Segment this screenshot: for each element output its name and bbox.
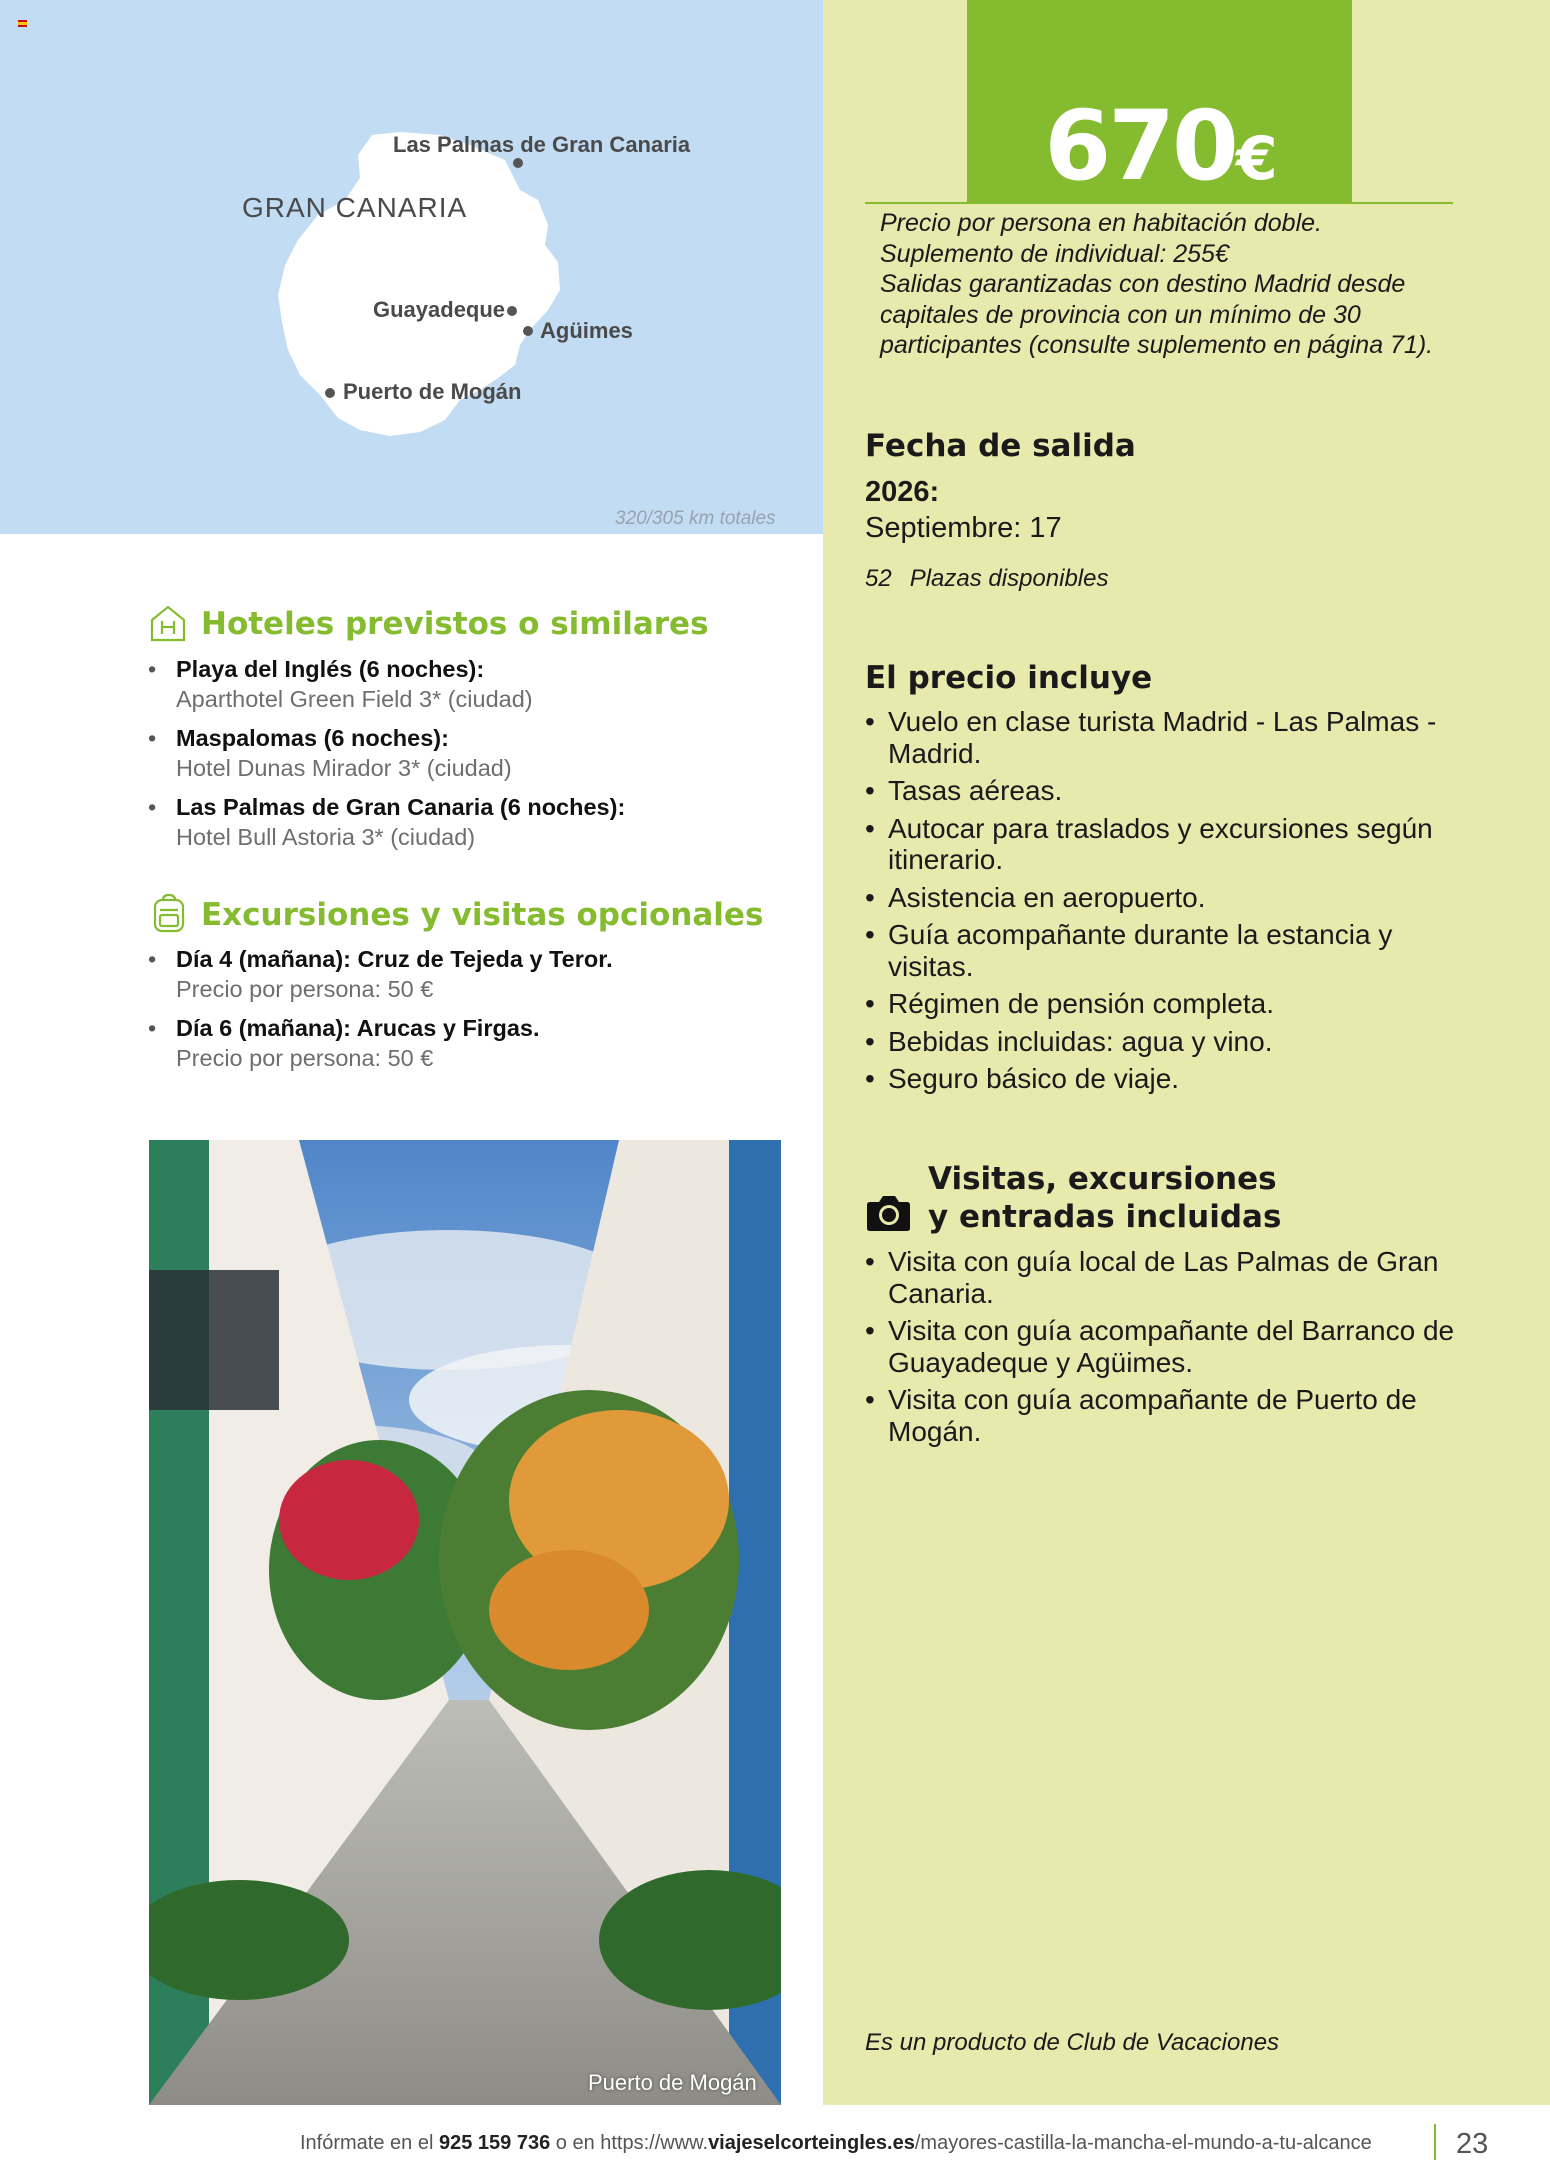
price-notes <box>880 208 1450 361</box>
list-item: • Bebidas incluidas: agua y vino. <box>865 1026 1465 1058</box>
list-item <box>148 1013 768 1073</box>
visits-title-line: y entradas incluidas <box>928 1199 1282 1235</box>
optional-excursions-title: Excursiones y visitas opcionales <box>201 897 764 933</box>
map-title: GRAN CANARIA <box>242 192 468 223</box>
list-item: • Vuelo en clase turista Madrid - Las Palmas - Madrid. <box>865 706 1465 769</box>
seats-count: 52 <box>865 565 892 592</box>
hotel-place: • Las Palmas de Gran Canaria (6 noches): <box>176 794 626 820</box>
map-dot-las-palmas <box>513 158 523 168</box>
footer-contact: Infórmate en el 925 159 736 o en https://www.viajeselcorteingles.es/mayores-castilla-la-mancha-el-mundo-a-tu-alcance <box>300 2132 1372 2154</box>
product-note: Es un producto de Club de Vacaciones <box>865 2029 1280 2056</box>
photo-caption: Puerto de Mogán <box>588 2070 757 2095</box>
hotel-name: Hotel Dunas Mirador 3* (ciudad) <box>176 755 512 781</box>
price-note: capitales de provincia con un mínimo de 30 <box>880 300 1361 329</box>
street-photo <box>149 1140 781 2105</box>
island-shape <box>0 0 823 534</box>
price-currency: € <box>1235 124 1275 194</box>
hotel-name: Hotel Bull Astoria 3* (ciudad) <box>176 824 476 850</box>
list-item: • Seguro básico de viaje. <box>865 1063 1465 1095</box>
excursion-price: Precio por persona: 50 € <box>176 976 434 1002</box>
list-item <box>148 723 768 783</box>
list-item: • Visita con guía acompañante del Barranco de Guayadeque y Agüimes. <box>865 1315 1505 1378</box>
hotel-name: Aparthotel Green Field 3* (ciudad) <box>176 686 533 712</box>
footer-divider <box>1434 2124 1436 2160</box>
list-item: • Guía acompañante durante la estancia y visitas. <box>865 919 1465 982</box>
map-dot-guayadeque <box>507 306 517 316</box>
departure-date: Septiembre: 17 <box>865 512 1062 544</box>
map-label-puerto-mogan: Puerto de Mogán <box>343 379 522 404</box>
list-item: • Autocar para traslados y excursiones según itinerario. <box>865 813 1465 876</box>
footer-domain: viajeselcorteingles.es <box>708 2132 915 2154</box>
includes-title: El precio incluye <box>865 660 1153 696</box>
list-item: • Asistencia en aeropuerto. <box>865 882 1465 914</box>
list-item <box>148 944 768 1004</box>
list-item <box>148 654 768 714</box>
visits-title-line: Visitas, excursiones <box>928 1161 1277 1197</box>
list-item: • Visita con guía local de Las Palmas de Gran Canaria. <box>865 1246 1505 1309</box>
hotel-place: • Playa del Inglés (6 noches): <box>176 656 485 682</box>
hotels-title: Hoteles previstos o similares <box>201 606 709 642</box>
map-label-las-palmas: Las Palmas de Gran Canaria <box>393 132 691 157</box>
list-item: • Tasas aéreas. <box>865 775 1465 807</box>
seats-available <box>865 565 1109 593</box>
footer-phone: 925 159 736 <box>438 2132 551 2154</box>
price-note: Salidas garantizadas con destino Madrid desde <box>880 270 1406 298</box>
map-label-aguimes: Agüimes <box>540 318 633 343</box>
optional-excursions-list <box>148 944 768 1082</box>
backpack-icon <box>152 893 186 933</box>
flag-icon <box>18 20 27 27</box>
price-note: participantes (consulte suplemento en página 71). <box>880 331 1434 359</box>
list-item: • Régimen de pensión completa. <box>865 988 1465 1020</box>
route-map <box>0 0 823 534</box>
excursion-name: • Día 6 (mañana): Arucas y Firgas. <box>176 1015 540 1041</box>
departure-year: 2026: <box>865 476 940 508</box>
page-number: 23 <box>1456 2128 1489 2160</box>
map-label-guayadeque: Guayadeque <box>373 297 506 322</box>
hotel-place: • Maspalomas (6 noches): <box>176 725 449 751</box>
excursion-price: Precio por persona: 50 € <box>176 1045 434 1071</box>
camera-icon <box>866 1192 911 1232</box>
excursion-name: • Día 4 (mañana): Cruz de Tejeda y Teror. <box>176 946 613 972</box>
hotels-list <box>148 654 768 861</box>
seats-label: Plazas disponibles <box>909 565 1109 592</box>
hotel-icon <box>149 604 187 642</box>
includes-list <box>865 706 1465 1101</box>
visits-title <box>928 1160 1281 1236</box>
map-dot-aguimes <box>523 326 533 336</box>
visits-list <box>865 1246 1505 1453</box>
price-value: 670€ <box>1044 90 1275 202</box>
list-item: • Visita con guía acompañante de Puerto de Mogán. <box>865 1384 1505 1447</box>
price-note: Suplemento de individual: 255€ <box>880 239 1229 268</box>
departure-title: Fecha de salida <box>865 428 1136 464</box>
price-divider <box>865 202 1453 204</box>
price-note: Precio por persona en habitación doble. <box>880 209 1322 237</box>
map-distance: 320/305 km totales <box>615 508 776 529</box>
list-item <box>148 792 768 852</box>
map-dot-puerto-mogan <box>325 388 335 398</box>
